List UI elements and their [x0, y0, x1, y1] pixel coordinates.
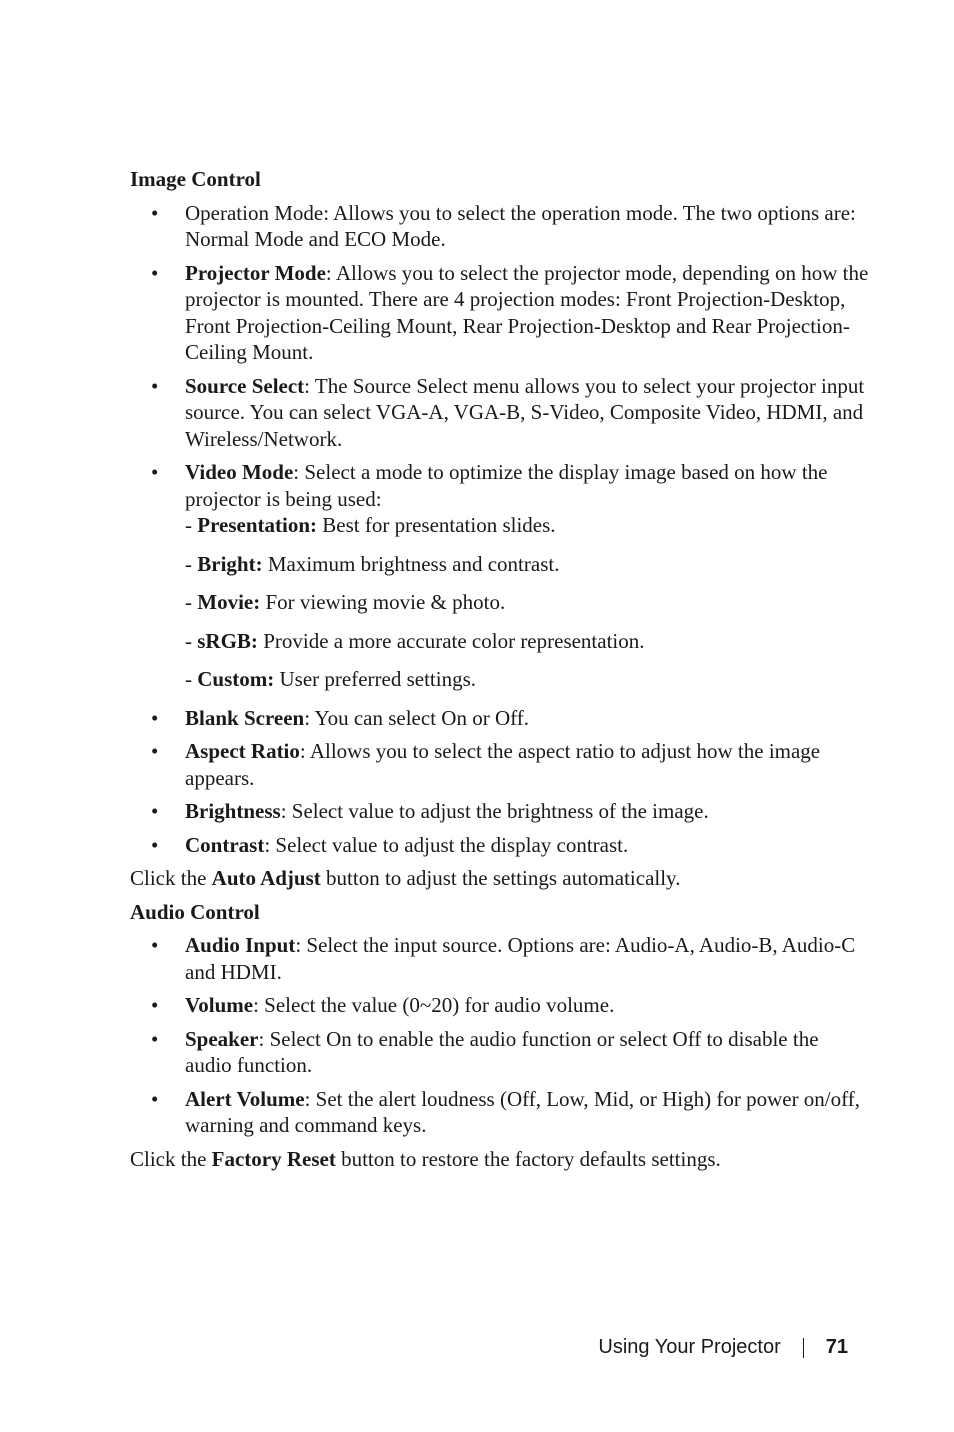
item-text: : Select On to enable the audio function or select Off to disable the audio function.: [185, 1026, 819, 1077]
bullet-icon: •: [151, 200, 159, 225]
bullet-icon: •: [151, 705, 159, 730]
bullet-icon: •: [151, 1086, 159, 1111]
item-text: : Select the input source. Options are: Audio-A, Audio-B, Audio-C and HDMI.: [185, 933, 856, 984]
page-footer: [598, 1336, 848, 1359]
video-mode-bright: - Bright: Maximum brightness and contrast.: [185, 551, 560, 576]
list-item-speaker: [130, 1026, 870, 1079]
factory-reset-term: Factory Reset: [211, 1146, 336, 1171]
list-item-audio-input: [130, 932, 870, 985]
bullet-icon: •: [151, 933, 159, 957]
bullet-icon: •: [151, 373, 159, 398]
list-item-video-mode: [130, 459, 870, 693]
bullet-icon: •: [151, 739, 159, 763]
bullet-icon: •: [151, 460, 159, 484]
item-text: : The Source Select menu allows you to select your projector input source. You can select VGA-A, VGA-B, S-Video, Composite Video, HDMI, and Wireless/Network.: [185, 373, 865, 451]
image-control-heading: Image Control: [130, 167, 261, 191]
bullet-icon: •: [151, 799, 159, 823]
auto-adjust-term: Auto Adjust: [211, 866, 321, 890]
list-item-projector-mode: [130, 260, 870, 366]
list-item-operation-mode: [130, 200, 870, 253]
list-item-source-select: [130, 373, 870, 453]
auto-adjust-paragraph: Click the Auto Adjust button to adjust the settings automatically.: [130, 866, 681, 890]
list-item-brightness: [130, 798, 870, 825]
item-text: : Allows you to select the aspect ratio to adjust how the image appears.: [185, 739, 821, 790]
page-content: [130, 166, 870, 1179]
video-mode-options: [185, 512, 870, 693]
item-text: : Select value to adjust the display contrast.: [264, 832, 629, 857]
item-term: Volume: [185, 993, 254, 1017]
image-control-list: [130, 200, 870, 859]
item-term: Audio Input: [185, 933, 296, 957]
footer-section-title: Using Your Projector: [598, 1336, 781, 1358]
list-item-volume: [130, 992, 870, 1019]
list-item-blank-screen: [130, 705, 870, 732]
item-term: Blank Screen: [185, 705, 305, 730]
bullet-icon: •: [151, 260, 159, 285]
item-term: Source Select: [185, 373, 305, 398]
item-text: : Select a mode to optimize the display image based on how the projector is being used:: [185, 460, 828, 511]
item-term: Brightness: [185, 799, 281, 823]
bullet-icon: •: [151, 993, 159, 1017]
item-text: : Select value to adjust the brightness of the image.: [280, 799, 709, 823]
factory-reset-paragraph: Click the Factory Reset button to restore the factory defaults settings.: [130, 1146, 721, 1171]
item-text: Operation Mode: Allows you to select the operation mode. The two options are: Normal Mode and ECO Mode.: [185, 200, 856, 251]
list-item-aspect-ratio: [130, 738, 870, 791]
video-mode-movie: - Movie: For viewing movie & photo.: [185, 590, 506, 614]
item-term: Contrast: [185, 832, 265, 857]
audio-control-list: [130, 932, 870, 1139]
footer-divider: [803, 1338, 804, 1358]
bullet-icon: •: [151, 832, 159, 857]
video-mode-presentation: - Presentation: Best for presentation slides.: [185, 513, 556, 537]
video-mode-srgb: - sRGB: Provide a more accurate color representation.: [185, 628, 645, 653]
video-mode-custom: - Custom: User preferred settings.: [185, 667, 477, 691]
item-term: Video Mode: [185, 460, 294, 484]
list-item-contrast: [130, 832, 870, 859]
page-number: 71: [825, 1336, 848, 1358]
audio-control-heading: Audio Control: [130, 899, 260, 924]
item-text: : Set the alert loudness (Off, Low, Mid, or High) for power on/off, warning and command keys.: [185, 1086, 861, 1137]
item-term: Aspect Ratio: [185, 739, 300, 763]
item-term: Projector Mode: [185, 260, 326, 285]
item-text: : You can select On or Off.: [304, 705, 529, 730]
item-term: Alert Volume: [185, 1086, 305, 1111]
bullet-icon: •: [151, 1026, 159, 1051]
item-text: : Select the value (0~20) for audio volume.: [253, 993, 615, 1017]
item-text: : Allows you to select the projector mode, depending on how the projector is mounted. There are 4 projection modes: Front Projection-Desktop, Front Projection-Ceiling Mount, Rear Projection-Desktop and Rear Projection-Ceiling Mount.: [185, 260, 869, 364]
list-item-alert-volume: [130, 1086, 870, 1139]
item-term: Speaker: [185, 1026, 259, 1051]
